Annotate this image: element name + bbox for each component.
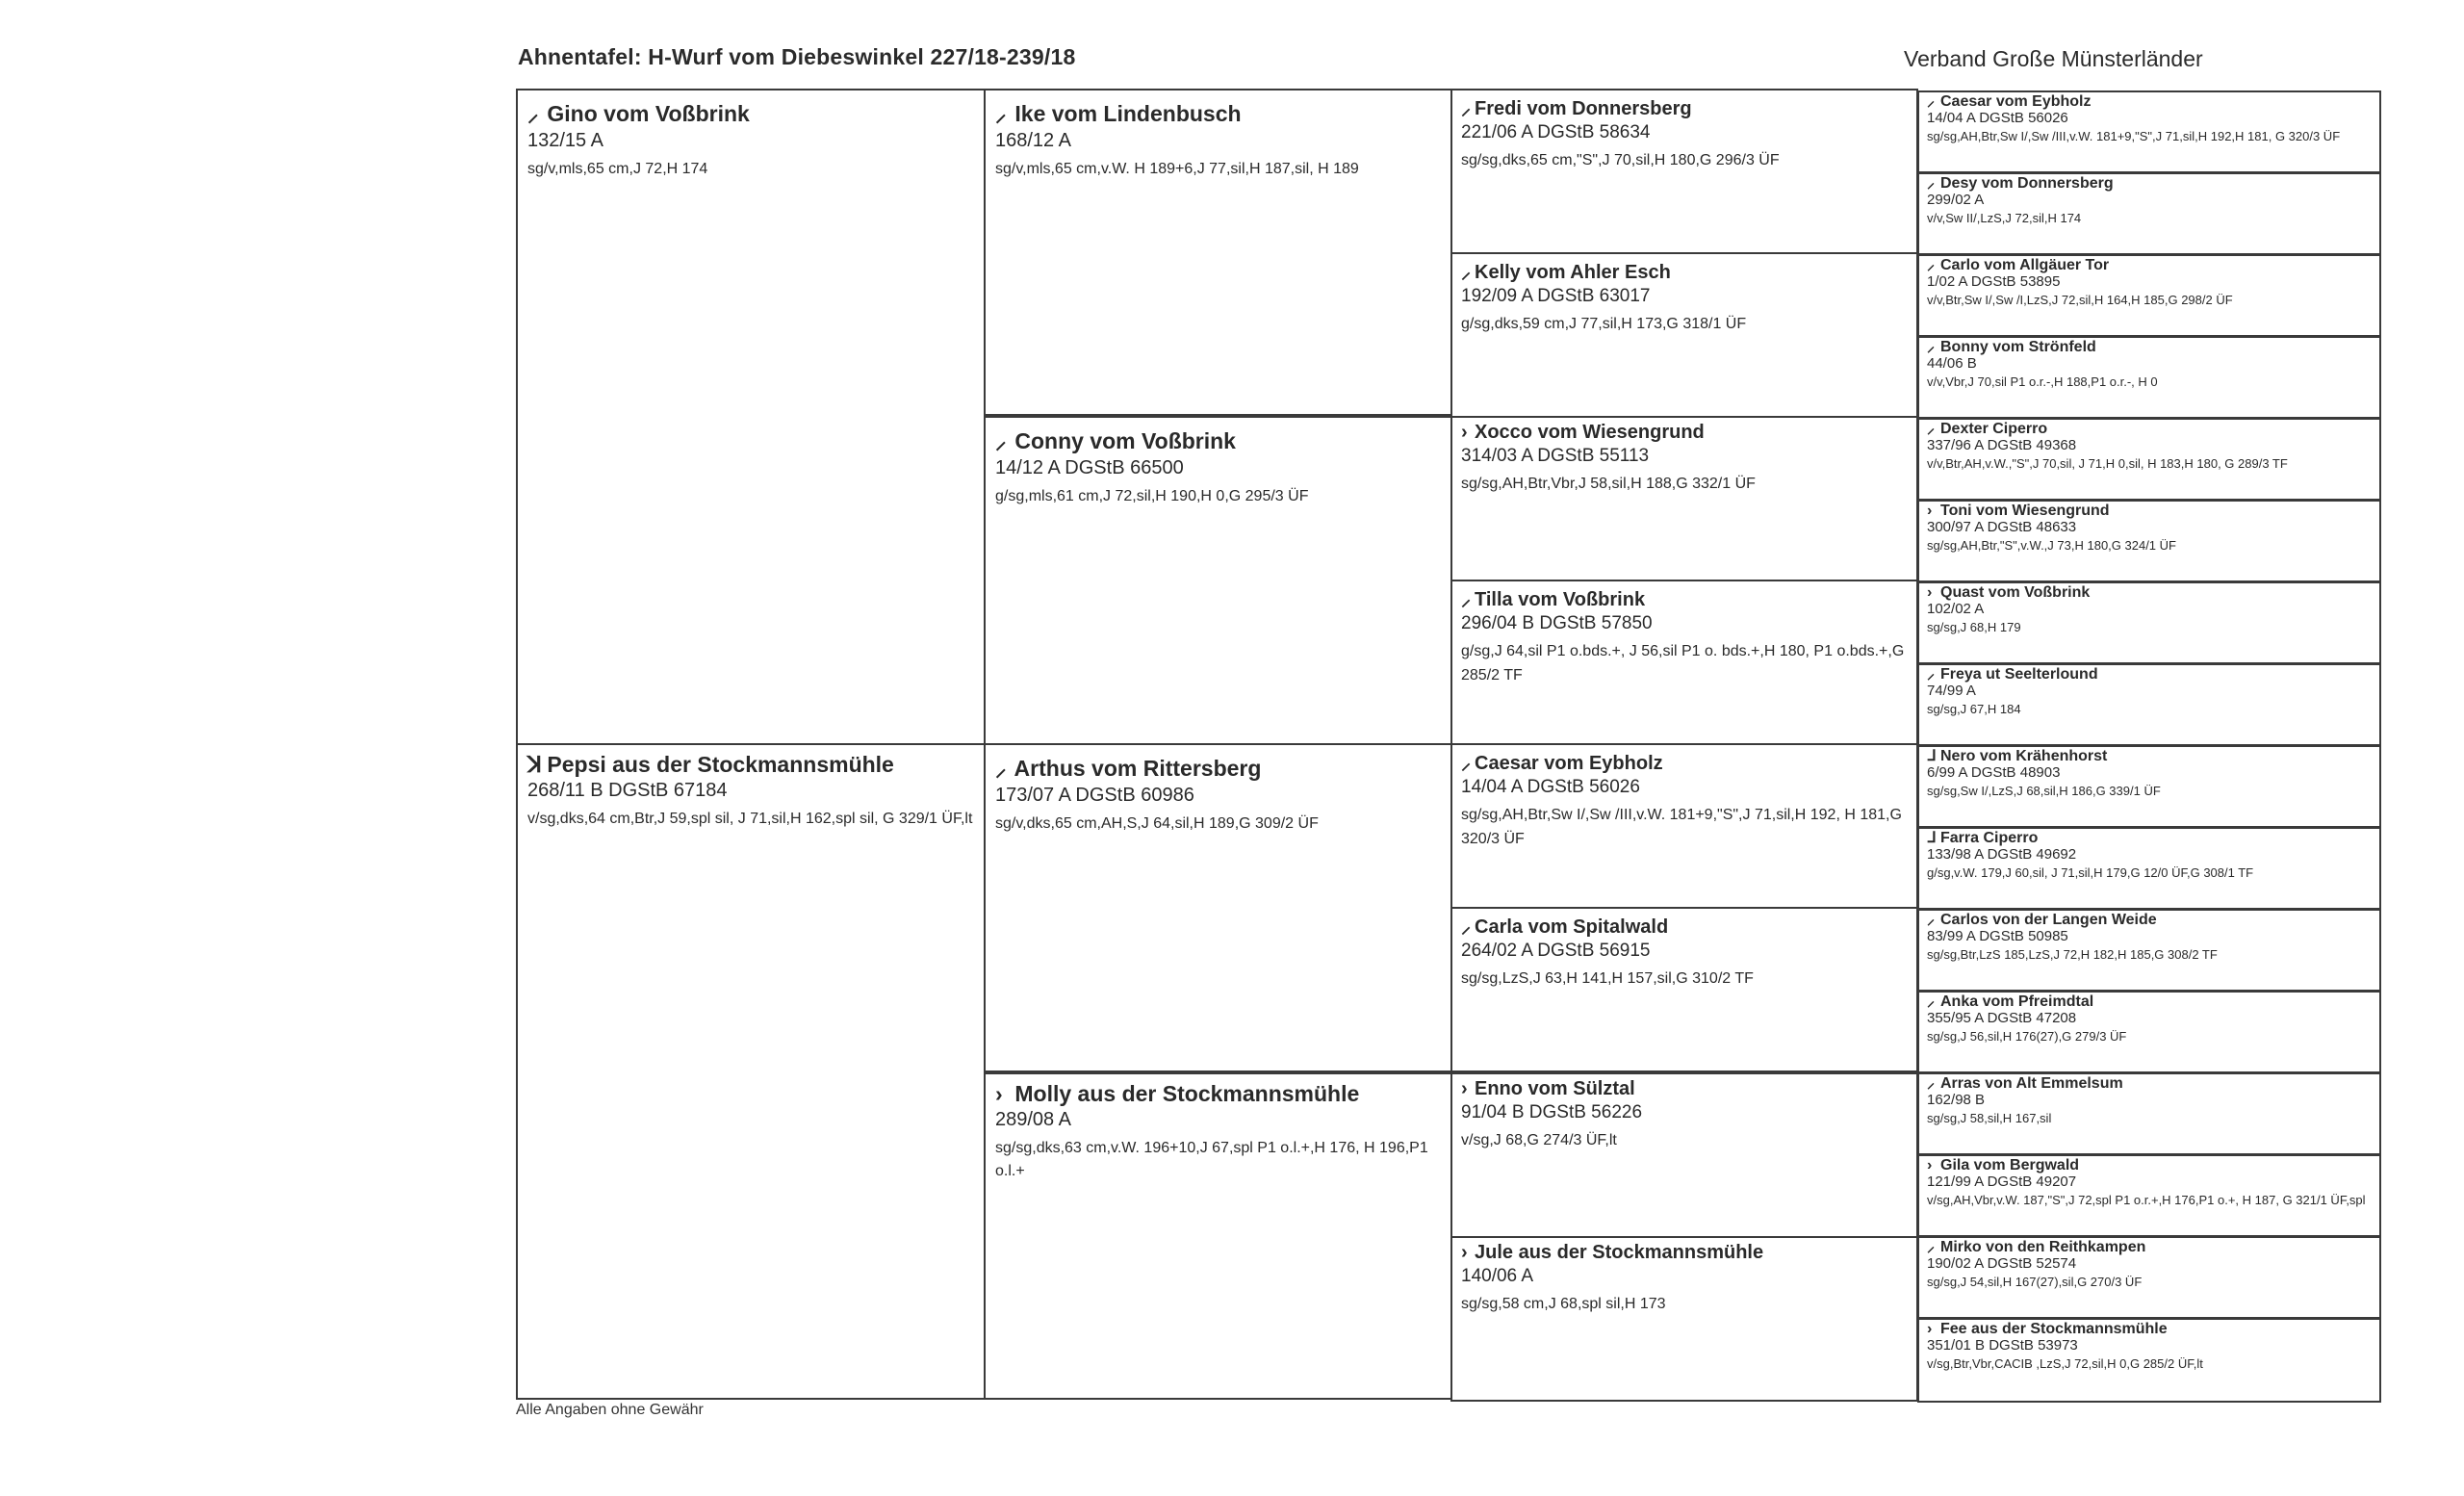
dog-name: › Fee aus der Stockmannsmühle [1927,1321,2168,1337]
performance: g/sg,v.W. 179,J 60,sil, J 71,sil,H 179,G 12/0 ÜF,G 308/1 TF [1927,864,2254,880]
ancestor-cell [1917,172,2381,255]
ancestor-cell [1917,1154,2381,1237]
registration: 83/99 A DGStB 50985 [1927,927,2068,944]
sex-mark-icon: › [1927,1157,1933,1174]
performance: sg/v,mls,65 cm,v.W. H 189+6,J 77,sil,H 187,sil, H 189 [995,161,1359,177]
page-title: Ahnentafel: H-Wurf vom Diebeswinkel 227/18-239/18 [518,44,1076,69]
performance: sg/sg,58 cm,J 68,spl sil,H 173 [1461,1296,1666,1312]
registration: 44/06 B [1927,354,1977,372]
dog-name: ⸝ Fredi vom Donnersberg [1461,94,1908,120]
registration: 74/99 A [1927,682,1976,699]
registration: 221/06 A DGStB 58634 [1461,122,1651,142]
sex-mark-icon: › [1461,422,1468,443]
registration: 337/96 A DGStB 49368 [1927,436,2077,453]
dog-name: ⸝ Arthus vom Rittersberg [995,752,1441,783]
performance: v/sg,Btr,Vbr,CACIB ,LzS,J 72,sil,H 0,G 285/2 ÜF,lt [1927,1355,2203,1371]
performance: sg/sg,J 54,sil,H 167(27),sil,G 270/3 ÜF [1927,1274,2143,1289]
dog-name: ⸝ Caesar vom Eybholz [1461,749,1908,775]
sex-mark-icon: › [1461,1242,1468,1263]
performance: sg/sg,Btr,LzS 185,LzS,J 72,H 182,H 185,G 308/2 TF [1927,946,2218,962]
performance: g/sg,dks,59 cm,J 77,sil,H 173,G 318/1 ÜF [1461,316,1747,332]
registration: 314/03 A DGStB 55113 [1461,446,1650,466]
sex-mark-icon: ᒧ [1927,748,1937,764]
registration: 300/97 A DGStB 48633 [1927,518,2077,535]
registration: 296/04 B DGStB 57850 [1461,613,1653,633]
dog-name: ᒧ Nero vom Krähenhorst [1927,748,2108,764]
great-grandparent-cell [1450,1072,1918,1238]
ancestor-cell [1917,1072,2381,1155]
performance: sg/sg,AH,Btr,Vbr,J 58,sil,H 188,G 332/1 ÜF [1461,476,1756,492]
dog-name: ⸝ Anka vom Pfreimdtal [1927,993,2094,1010]
performance: sg/v,mls,65 cm,J 72,H 174 [527,161,708,177]
registration: 299/02 A [1927,191,1985,208]
registration: 91/04 B DGStB 56226 [1461,1102,1643,1122]
registration: 132/15 A [527,130,603,151]
registration: 264/02 A DGStB 56915 [1461,941,1651,961]
registration: 162/98 B [1927,1091,1986,1108]
great-grandparent-cell [1450,743,1918,909]
great-grandparent-cell [1450,89,1918,254]
registration: 121/99 A DGStB 49207 [1927,1173,2077,1190]
performance: g/sg,mls,61 cm,J 72,sil,H 190,H 0,G 295/3 ÜF [995,488,1309,504]
great-grandparent-cell [1450,1236,1918,1402]
great-grandparent-cell [1450,416,1918,581]
sex-mark-icon: ⸝ [1927,912,1936,928]
dog-name: ⸝ Bonny vom Strönfeld [1927,339,2096,355]
dog-name: ⸝ Desy vom Donnersberg [1927,175,2114,192]
dog-name: ᒧ Farra Ciperro [1927,830,2039,846]
sex-mark-icon: ⸝ [1461,916,1471,938]
registration: 268/11 B DGStB 67184 [527,780,728,801]
sex-mark-icon: ⸝ [995,428,1007,453]
registration: 102/02 A [1927,600,1985,617]
dog-name: ⸝ Carla vom Spitalwald [1461,913,1908,939]
disclaimer: Alle Angaben ohne Gewähr [516,1402,704,1418]
registration: 190/02 A DGStB 52574 [1927,1254,2077,1272]
registration: 351/01 B DGStB 53973 [1927,1336,2078,1354]
performance: v/v,Vbr,J 70,sil P1 o.r.-,H 188,P1 o.r.-, H 0 [1927,374,2158,389]
sex-mark-icon: ⸝ [527,101,539,126]
registration: 1/02 A DGStB 53895 [1927,272,2061,290]
ancestor-cell [1917,254,2381,337]
registration: 6/99 A DGStB 48903 [1927,763,2061,781]
ancestor-cell [1917,1236,2381,1319]
sex-mark-icon: ⸝ [995,756,1007,781]
ancestor-cell [1917,500,2381,582]
performance: v/sg,AH,Vbr,v.W. 187,"S",J 72,spl P1 o.r.+,H 176,P1 o.+, H 187, G 321/1 ÜF,spl [1927,1192,2366,1207]
great-grandparent-cell [1450,580,1918,745]
ancestor-cell [1917,581,2381,664]
dog-name: › Enno vom Sülztal [1461,1078,1635,1099]
performance: sg/sg,J 58,sil,H 167,sil [1927,1110,2052,1125]
sex-mark-icon: ⸝ [995,101,1007,126]
grandparent-cell [984,416,1452,745]
dog-name: ⸝ Ike vom Lindenbusch [995,97,1441,128]
dog-name: ⸝ Conny vom Voßbrink [995,425,1441,455]
sex-mark-icon: ⸝ [1461,98,1471,119]
sex-mark-icon: ⸝ [1927,666,1936,683]
ancestor-cell [1917,827,2381,910]
sex-mark-icon: › [995,1081,1003,1106]
sex-mark-icon: › [1461,1078,1468,1099]
performance: sg/sg,AH,Btr,Sw I/,Sw /III,v.W. 181+9,"S",J 71,sil,H 192, H 181,G 320/3 ÜF [1461,807,1902,847]
organization-name: Verband Große Münsterländer [1904,46,2203,71]
performance: sg/sg,J 56,sil,H 176(27),G 279/3 ÜF [1927,1028,2127,1044]
dog-name: ⸝ Dexter Ciperro [1927,421,2048,437]
dog-name: ⸝ Carlos von der Langen Weide [1927,912,2157,928]
dog-name: ⸝ Tilla vom Voßbrink [1461,585,1908,611]
registration: 140/06 A [1461,1266,1534,1286]
ancestor-cell [1917,991,2381,1073]
sex-mark-icon: › [1927,584,1933,601]
dog-name: ⸝ Gino vom Voßbrink [527,97,974,128]
performance: sg/sg,AH,Btr,Sw I/,Sw /III,v.W. 181+9,"S",J 71,sil,H 192,H 181, G 320/3 ÜF [1927,128,2341,143]
performance: v/sg,dks,64 cm,Btr,J 59,spl sil, J 71,sil,H 162,spl sil, G 329/1 ÜF,lt [527,811,973,827]
performance: sg/sg,dks,63 cm,v.W. 196+10,J 67,spl P1 o.l.+,H 176, H 196,P1 o.l.+ [995,1140,1428,1179]
sire-cell [516,89,986,745]
sex-mark-icon: ⸝ [1927,339,1936,355]
sex-mark-icon: ᒧ [1927,830,1937,846]
dog-name: ⸝ Kelly vom Ahler Esch [1461,258,1908,284]
registration: 168/12 A [995,130,1071,151]
sex-mark-icon: ⸝ [1927,1075,1936,1092]
performance: sg/v,dks,65 cm,AH,S,J 64,sil,H 189,G 309/2 ÜF [995,815,1319,832]
registration: 14/04 A DGStB 56026 [1461,777,1640,797]
sex-mark-icon: ⸝ [1927,1239,1936,1255]
performance: v/sg,J 68,G 274/3 ÜF,lt [1461,1132,1617,1148]
dog-name: › Quast vom Voßbrink [1927,584,2091,601]
ancestor-cell [1917,336,2381,419]
registration: 133/98 A DGStB 49692 [1927,845,2077,863]
ancestor-cell [1917,418,2381,501]
ancestor-cell [1917,1318,2381,1403]
dog-name: › Jule aus der Stockmannsmühle [1461,1242,1764,1263]
performance: sg/sg,Sw I/,LzS,J 68,sil,H 186,G 339/1 ÜF [1927,783,2161,798]
dog-name: ⸝ Arras von Alt Emmelsum [1927,1075,2123,1092]
grandparent-cell [984,89,1452,416]
great-grandparent-cell [1450,252,1918,418]
performance: v/v,Btr,Sw I/,Sw /I,LzS,J 72,sil,H 164,H 185,G 298/2 ÜF [1927,292,2233,307]
registration: 289/08 A [995,1109,1071,1130]
sex-mark-icon: ⸝ [1927,257,1936,273]
performance: sg/sg,dks,65 cm,"S",J 70,sil,H 180,G 296/3 ÜF [1461,152,1780,168]
dog-name: › Gila vom Bergwald [1927,1157,2080,1174]
dog-name: ⸝ Mirko von den Reithkampen [1927,1239,2146,1255]
sex-mark-icon: ⸝ [1927,93,1936,110]
dog-name: ⸝ Carlo vom Allgäuer Tor [1927,257,2110,273]
sex-mark-icon: ⸝ [1927,993,1936,1010]
dog-name: › Toni vom Wiesengrund [1927,503,2110,519]
dam-cell [516,743,986,1400]
grandparent-cell [984,1072,1452,1400]
registration: 192/09 A DGStB 63017 [1461,286,1651,306]
performance: v/v,Btr,AH,v.W.,"S",J 70,sil, J 71,H 0,sil, H 183,H 180, G 289/3 TF [1927,455,2288,471]
dog-name: › Molly aus der Stockmannsmühle [995,1081,1360,1106]
ancestor-cell [1917,909,2381,992]
registration: 14/04 A DGStB 56026 [1927,109,2068,126]
registration: 14/12 A DGStB 66500 [995,457,1184,478]
registration: 173/07 A DGStB 60986 [995,785,1194,806]
performance: sg/sg,J 68,H 179 [1927,619,2021,634]
dog-name: ⸝ Caesar vom Eybholz [1927,93,2092,110]
sex-mark-icon: ⸝ [1927,175,1936,192]
sex-mark-icon: ⸝ [1461,753,1471,774]
registration: 355/95 A DGStB 47208 [1927,1009,2077,1026]
grandparent-cell [984,743,1452,1072]
ancestor-cell [1917,663,2381,746]
ancestor-cell [1917,745,2381,828]
dog-name: ⸝ Freya ut Seelterlound [1927,666,2098,683]
performance: sg/sg,LzS,J 63,H 141,H 157,sil,G 310/2 TF [1461,970,1754,987]
performance: sg/sg,AH,Btr,"S",v.W.,J 73,H 180,G 324/1 ÜF [1927,537,2176,553]
sex-mark-icon: ⸝ [1461,262,1471,283]
sex-mark-icon: › [1927,503,1933,519]
sex-mark-icon: ꓘ [527,752,543,777]
dog-name: › Xocco vom Wiesengrund [1461,422,1705,443]
performance: sg/sg,J 67,H 184 [1927,701,2021,716]
performance: g/sg,J 64,sil P1 o.bds.+, J 56,sil P1 o. bds.+,H 180, P1 o.bds.+,G 285/2 TF [1461,643,1905,684]
ancestor-cell [1917,90,2381,173]
dog-name: ꓘ Pepsi aus der Stockmannsmühle [527,752,894,777]
sex-mark-icon: › [1927,1321,1933,1337]
sex-mark-icon: ⸝ [1461,589,1471,610]
sex-mark-icon: ⸝ [1927,421,1936,437]
performance: v/v,Sw II/,LzS,J 72,sil,H 174 [1927,210,2082,225]
great-grandparent-cell [1450,907,1918,1072]
